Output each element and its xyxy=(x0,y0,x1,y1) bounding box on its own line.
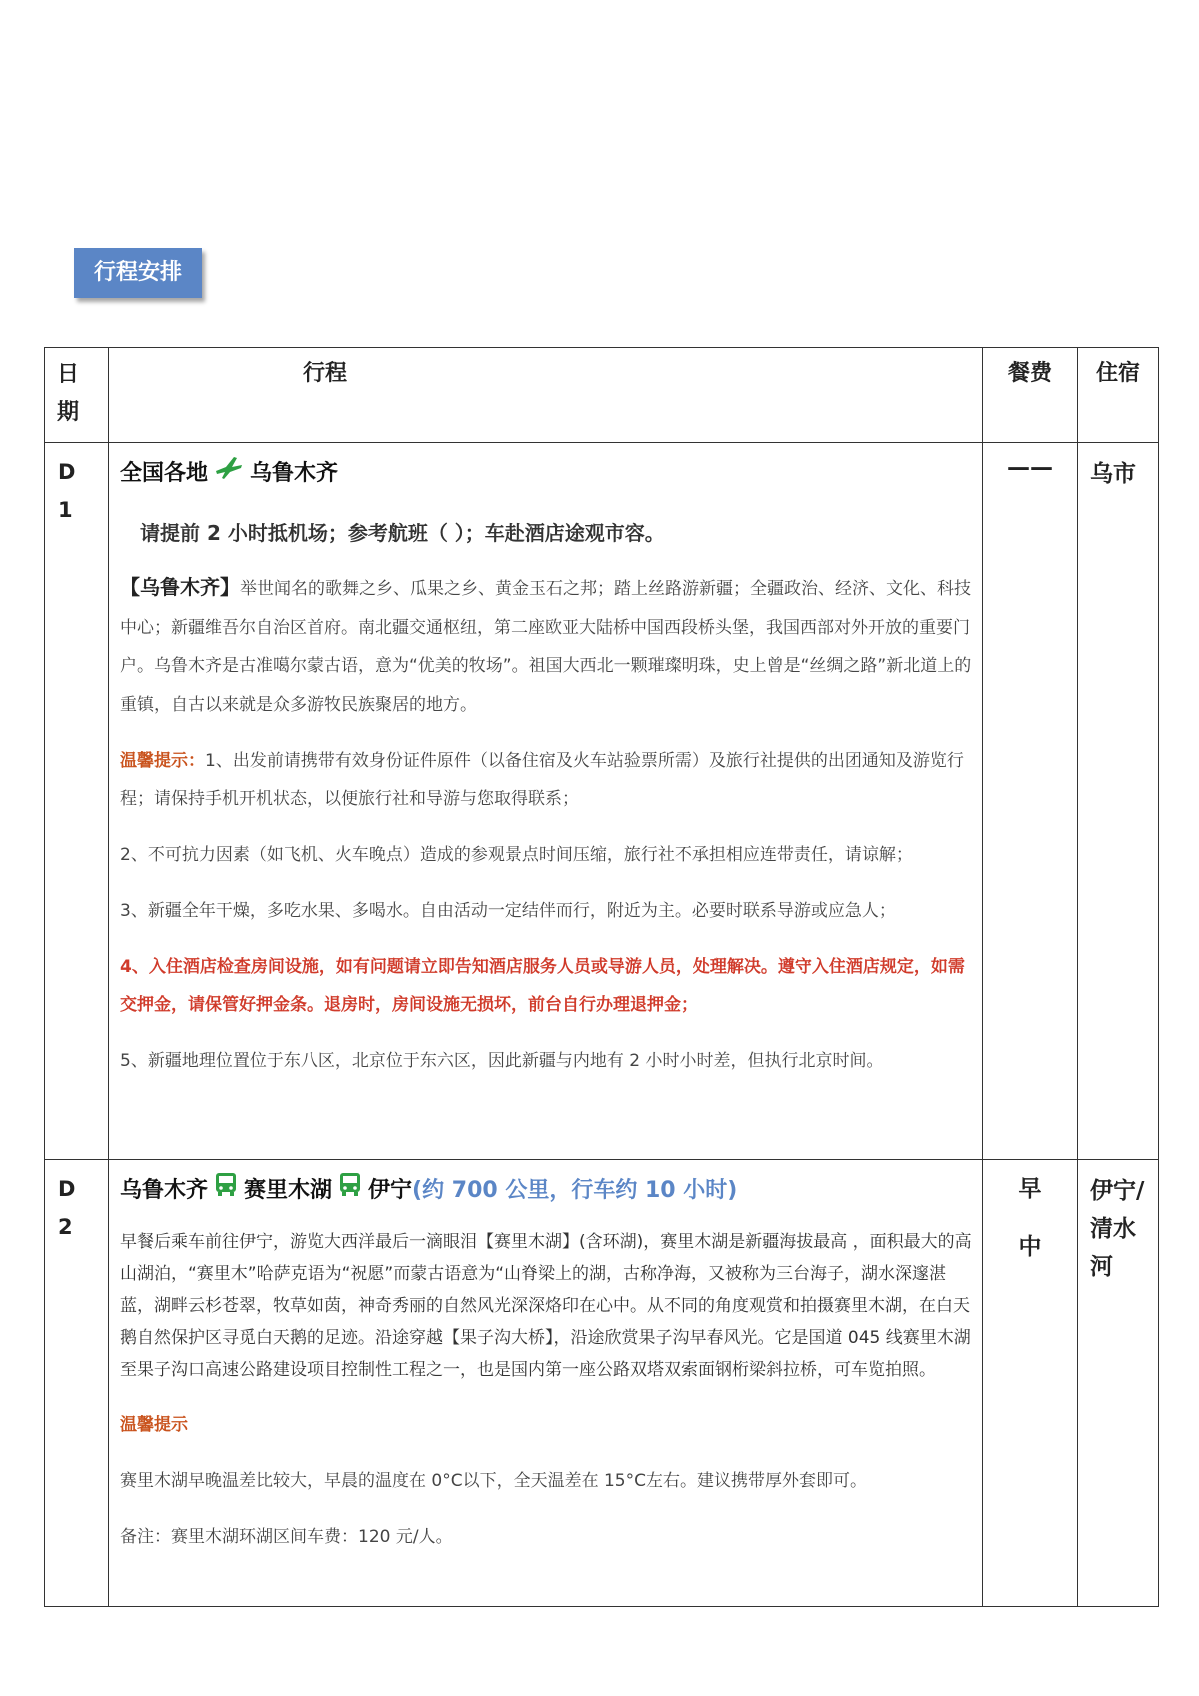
header-date xyxy=(45,348,109,443)
meal-lunch: 中 xyxy=(1018,1234,1042,1260)
day-cell xyxy=(45,443,109,1160)
remark: 备注：赛里木湖环湖区间车费：120 元/人。 xyxy=(120,1527,453,1547)
day-description: 早餐后乘车前往伊宁，游览大西洋最后一滴眼泪【赛里木湖】(含环湖)，赛里木湖是新疆海拔最高 ，面积最大的高山湖泊，“赛里木”哈萨克语为“祝愿”而蒙古语意为“山脊梁上的湖，古称净海，又被称为三台海子，湖水深邃湛蓝，湖畔云杉苍翠，牧草如茵，神奇秀丽的自然风光深深烙印在心中。从不同的角度观赏和拍摄赛里木湖，在白天鹅自然保护区寻觅白天鹅的足迹。沿途穿越【果子沟大桥】，沿途欣赏果子沟早春风光。它是国道 045 线赛里木湖至果子沟口高速公路建设项目控制性工程之一，也是国内第一座公路双塔双索面钢桁梁斜拉桥，可车览拍照。 xyxy=(120,1232,972,1380)
table-row xyxy=(45,443,1159,1160)
tip-2: 2、不可抗力因素（如飞机、火车晚点）造成的参观景点时间压缩，旅行社不承担相应连带责任，请谅解； xyxy=(120,845,913,865)
route-distance: (约 700 公里，行车约 10 小时) xyxy=(412,1178,738,1203)
route-to: 乌鲁木齐 xyxy=(250,461,339,486)
day-label: D1 xyxy=(58,460,76,522)
tip-label: 温馨提示： xyxy=(120,751,205,771)
hotel-value: 乌市 xyxy=(1090,461,1136,487)
tip-5: 5、新疆地理位置位于东八区，北京位于东六区，因此新疆与内地有 2 小时小时差，但执行北京时间。 xyxy=(120,1051,884,1071)
route-to: 伊宁 xyxy=(368,1178,413,1203)
meals-value: —— xyxy=(1007,455,1053,481)
city-intro-title: 【乌鲁木齐】 xyxy=(120,575,240,599)
hotel-cell xyxy=(1078,443,1159,1160)
meal-breakfast: 早 xyxy=(1018,1176,1042,1202)
city-intro-text: 举世闻名的歌舞之乡、瓜果之乡、黄金玉石之邦；踏上丝路游新疆；全疆政治、经济、文化、科技中心；新疆维吾尔自治区首府。南北疆交通枢纽，第二座欧亚大陆桥中国西段桥头堡，我国西部对外开放的重要门户。乌鲁木齐是古准噶尔蒙古语，意为“优美的牧场”。祖国大西北一颗璀璨明珠，史上曾是“丝绸之路”新北道上的重镇，自古以来就是众多游牧民族聚居的地方。 xyxy=(120,579,972,715)
tip-1-text: 1、出发前请携带有效身份证件原件（以备住宿及火车站验票所需）及旅行社提供的出团通知及游览行程；请保持手机开机状态，以便旅行社和导游与您取得联系； xyxy=(120,751,964,809)
day-label: D2 xyxy=(58,1177,76,1239)
route-from: 全国各地 xyxy=(120,461,209,486)
tip-4-warning: 4、入住酒店检查房间设施，如有问题请立即告知酒店服务人员或导游人员，处理解决。遵守入住酒店规定，如需交押金，请保管好押金条。退房时，房间设施无损坏，前台自行办理退押金； xyxy=(120,957,965,1015)
meals-cell xyxy=(983,443,1078,1160)
day-content xyxy=(109,1160,983,1607)
route-line xyxy=(120,455,972,493)
hotel-cell xyxy=(1078,1160,1159,1607)
header-itinerary-label: 行程 xyxy=(303,361,348,386)
tip-label: 温馨提示 xyxy=(120,1415,188,1435)
header-itinerary xyxy=(109,348,983,443)
bus-icon xyxy=(338,1172,362,1210)
route-from: 乌鲁木齐 xyxy=(120,1178,209,1203)
bus-icon xyxy=(214,1172,238,1210)
table-row xyxy=(45,1160,1159,1607)
tip-3: 3、新疆全年干燥，多吃水果、多喝水。自由活动一定结伴而行，附近为主。必要时联系导游或应急人； xyxy=(120,901,896,921)
table-header-row xyxy=(45,348,1159,443)
header-hotel-label: 住宿 xyxy=(1095,361,1140,386)
itinerary-table xyxy=(44,347,1159,1607)
header-date-label: 日期 xyxy=(57,362,80,425)
day-content xyxy=(109,443,983,1160)
airplane-icon xyxy=(214,455,244,493)
header-meals-label: 餐费 xyxy=(1007,361,1052,386)
route-via: 赛里木湖 xyxy=(244,1178,333,1203)
day-cell xyxy=(45,1160,109,1607)
flight-note: 请提前 2 小时抵机场；参考航班（ ）；车赴酒店途观市容。 xyxy=(140,521,665,545)
section-title: 行程安排 xyxy=(74,248,202,298)
tip-1 xyxy=(120,742,972,818)
hotel-value: 伊宁/清水河 xyxy=(1090,1178,1145,1280)
header-hotel xyxy=(1078,348,1159,443)
meals-cell xyxy=(983,1160,1078,1607)
header-meals xyxy=(983,348,1078,443)
city-intro xyxy=(120,568,972,724)
tip-text: 赛里木湖早晚温差比较大，早晨的温度在 0°C以下，全天温差在 15°C左右。建议携带厚外套即可。 xyxy=(120,1471,867,1491)
route-line xyxy=(120,1172,972,1210)
